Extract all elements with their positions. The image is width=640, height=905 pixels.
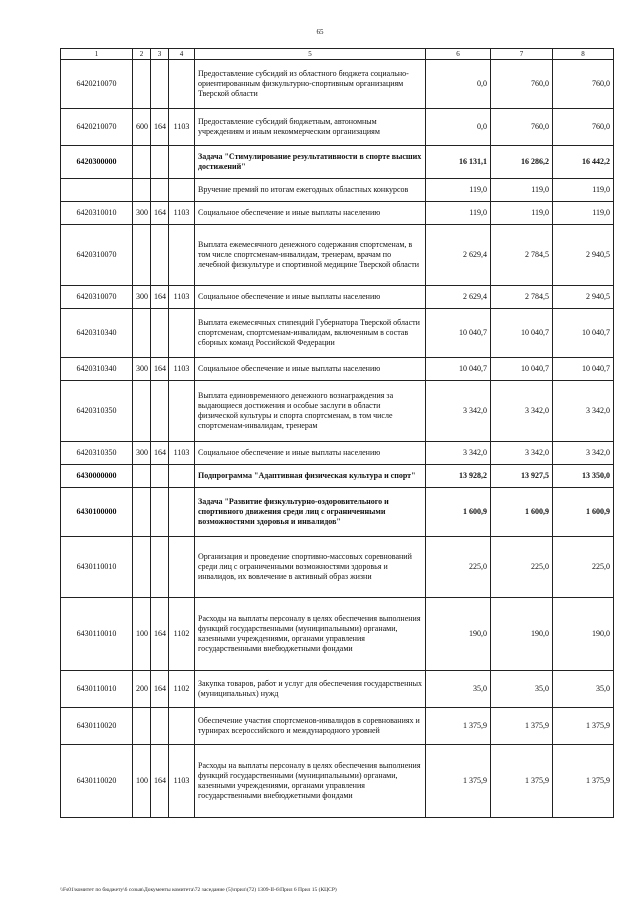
cell-c2 <box>133 309 151 358</box>
cell-code: 6420310070 <box>61 225 133 286</box>
cell-c3 <box>151 60 169 109</box>
cell-c2: 300 <box>133 286 151 309</box>
cell-code: 6420310070 <box>61 286 133 309</box>
cell-desc: Социальное обеспечение и иные выплаты населению <box>195 202 426 225</box>
cell-v6: 10 040,7 <box>426 309 491 358</box>
cell-v6: 3 342,0 <box>426 442 491 465</box>
cell-v8: 10 040,7 <box>553 309 614 358</box>
table-row <box>61 465 614 488</box>
cell-c2: 200 <box>133 671 151 708</box>
table-row <box>61 60 614 109</box>
cell-v7: 225,0 <box>491 537 553 598</box>
cell-desc: Закупка товаров, работ и услуг для обеспечения государственных (муниципальных) нужд <box>195 671 426 708</box>
cell-c3 <box>151 381 169 442</box>
cell-v7: 2 784,5 <box>491 286 553 309</box>
cell-v6: 10 040,7 <box>426 358 491 381</box>
cell-v6: 3 342,0 <box>426 381 491 442</box>
cell-code: 6430100000 <box>61 488 133 537</box>
table-row <box>61 358 614 381</box>
table-row <box>61 708 614 745</box>
cell-c4 <box>169 537 195 598</box>
cell-code: 6420310350 <box>61 442 133 465</box>
cell-v8: 760,0 <box>553 109 614 146</box>
cell-code: 6420310340 <box>61 309 133 358</box>
cell-code: 6420300000 <box>61 146 133 179</box>
cell-desc: Подпрограмма "Адаптивная физическая культура и спорт" <box>195 465 426 488</box>
header-col-5: 5 <box>195 49 426 60</box>
table-row <box>61 745 614 818</box>
cell-c4: 1103 <box>169 286 195 309</box>
cell-c3 <box>151 179 169 202</box>
cell-c2 <box>133 225 151 286</box>
cell-c2 <box>133 488 151 537</box>
cell-v7: 10 040,7 <box>491 309 553 358</box>
cell-code: 6420210070 <box>61 109 133 146</box>
cell-desc: Расходы на выплаты персоналу в целях обеспечения выполнения функций государственными (муниципальными) органами, казенными учреждениями, органами управления государственными внебюджетными фондами <box>195 745 426 818</box>
cell-code: 6430110010 <box>61 537 133 598</box>
cell-v8: 119,0 <box>553 202 614 225</box>
cell-v8: 16 442,2 <box>553 146 614 179</box>
table-row <box>61 671 614 708</box>
cell-c3: 164 <box>151 745 169 818</box>
cell-c2 <box>133 537 151 598</box>
cell-c3 <box>151 708 169 745</box>
table-row <box>61 537 614 598</box>
cell-v8: 1 375,9 <box>553 745 614 818</box>
cell-c3 <box>151 465 169 488</box>
cell-v6: 1 375,9 <box>426 708 491 745</box>
cell-v6: 1 375,9 <box>426 745 491 818</box>
cell-code: 6430000000 <box>61 465 133 488</box>
cell-v6: 119,0 <box>426 202 491 225</box>
table-row <box>61 109 614 146</box>
cell-desc: Предоставление субсидий из областного бюджета социально-ориентированным физкультурно-спортивным организациям Тверской области <box>195 60 426 109</box>
cell-code: 6430110010 <box>61 598 133 671</box>
cell-code: 6430110010 <box>61 671 133 708</box>
cell-c3 <box>151 146 169 179</box>
table-row <box>61 146 614 179</box>
table-row <box>61 225 614 286</box>
cell-code: 6420310350 <box>61 381 133 442</box>
cell-v6: 2 629,4 <box>426 286 491 309</box>
cell-c3: 164 <box>151 442 169 465</box>
cell-c2 <box>133 60 151 109</box>
cell-v7: 3 342,0 <box>491 381 553 442</box>
header-col-1: 1 <box>61 49 133 60</box>
cell-v7: 10 040,7 <box>491 358 553 381</box>
cell-v7: 13 927,5 <box>491 465 553 488</box>
cell-c3: 164 <box>151 671 169 708</box>
cell-c4 <box>169 60 195 109</box>
cell-c3: 164 <box>151 598 169 671</box>
cell-v8: 119,0 <box>553 179 614 202</box>
cell-v8: 13 350,0 <box>553 465 614 488</box>
cell-c4: 1103 <box>169 202 195 225</box>
cell-v7: 3 342,0 <box>491 442 553 465</box>
cell-v8: 1 600,9 <box>553 488 614 537</box>
cell-c4 <box>169 225 195 286</box>
cell-code: 6430110020 <box>61 745 133 818</box>
cell-c2: 300 <box>133 358 151 381</box>
cell-desc: Задача "Стимулирование результативности в спорте высших достижений" <box>195 146 426 179</box>
cell-desc: Предоставление субсидий бюджетным, автономным учреждениям и иным некоммерческим организациям <box>195 109 426 146</box>
table-body <box>61 60 614 818</box>
cell-c2 <box>133 381 151 442</box>
table-row <box>61 598 614 671</box>
table-row <box>61 309 614 358</box>
cell-desc: Выплата ежемесячных стипендий Губернатора Тверской области спортсменам, спортсменам-инвалидам, включенным в состав сборных команд Российской Федерации <box>195 309 426 358</box>
cell-desc: Выплата единовременного денежного вознаграждения за выдающиеся достижения и особые заслуги в области физической культуры и спорта спортсменам, в том числе спортсменам-инвалидам, тренерам <box>195 381 426 442</box>
cell-code: 6430110020 <box>61 708 133 745</box>
cell-c2 <box>133 146 151 179</box>
table-row <box>61 442 614 465</box>
cell-v8: 760,0 <box>553 60 614 109</box>
cell-v8: 3 342,0 <box>553 381 614 442</box>
cell-c4: 1103 <box>169 745 195 818</box>
cell-c3 <box>151 225 169 286</box>
cell-desc: Обеспечение участия спортсменов-инвалидов в соревнованиях и турнирах всероссийского и международного уровней <box>195 708 426 745</box>
cell-c3 <box>151 537 169 598</box>
header-col-4: 4 <box>169 49 195 60</box>
cell-c3: 164 <box>151 286 169 309</box>
cell-c4 <box>169 381 195 442</box>
cell-desc: Вручение премий по итогам ежегодных областных конкурсов <box>195 179 426 202</box>
cell-v8: 10 040,7 <box>553 358 614 381</box>
header-col-2: 2 <box>133 49 151 60</box>
cell-v6: 0,0 <box>426 109 491 146</box>
cell-c4: 1103 <box>169 358 195 381</box>
cell-v6: 225,0 <box>426 537 491 598</box>
cell-v6: 16 131,1 <box>426 146 491 179</box>
cell-v7: 1 375,9 <box>491 745 553 818</box>
cell-c4 <box>169 146 195 179</box>
cell-c4: 1102 <box>169 671 195 708</box>
cell-c2 <box>133 708 151 745</box>
cell-v8: 2 940,5 <box>553 286 614 309</box>
cell-c2: 100 <box>133 598 151 671</box>
cell-c4: 1102 <box>169 598 195 671</box>
cell-v7: 1 375,9 <box>491 708 553 745</box>
cell-v7: 2 784,5 <box>491 225 553 286</box>
cell-code: 6420310010 <box>61 202 133 225</box>
cell-v8: 1 375,9 <box>553 708 614 745</box>
cell-c2 <box>133 465 151 488</box>
header-col-6: 6 <box>426 49 491 60</box>
cell-v7: 119,0 <box>491 202 553 225</box>
cell-v6: 0,0 <box>426 60 491 109</box>
cell-desc: Выплата ежемесячного денежного содержания спортсменам, в том числе спортсменам-инвалидам, тренерам, врачам по лечебной физкультуре и спортивной медицине Тверской области <box>195 225 426 286</box>
cell-c2: 300 <box>133 202 151 225</box>
cell-v7: 119,0 <box>491 179 553 202</box>
cell-c2: 100 <box>133 745 151 818</box>
cell-c3 <box>151 488 169 537</box>
cell-v6: 13 928,2 <box>426 465 491 488</box>
cell-c4: 1103 <box>169 442 195 465</box>
cell-code: 6420210070 <box>61 60 133 109</box>
cell-v7: 35,0 <box>491 671 553 708</box>
cell-c3: 164 <box>151 109 169 146</box>
cell-v6: 1 600,9 <box>426 488 491 537</box>
cell-v8: 35,0 <box>553 671 614 708</box>
page-number: 65 <box>316 28 324 36</box>
cell-c4: 1103 <box>169 109 195 146</box>
cell-v7: 1 600,9 <box>491 488 553 537</box>
cell-code: 6420310340 <box>61 358 133 381</box>
cell-desc: Расходы на выплаты персоналу в целях обеспечения выполнения функций государственными (муниципальными) органами, казенными учреждениями, органами управления государственными внебюджетными фондами <box>195 598 426 671</box>
cell-v7: 760,0 <box>491 60 553 109</box>
cell-v8: 2 940,5 <box>553 225 614 286</box>
table-row <box>61 202 614 225</box>
cell-c4 <box>169 488 195 537</box>
cell-v7: 16 286,2 <box>491 146 553 179</box>
cell-c4 <box>169 465 195 488</box>
cell-c3 <box>151 309 169 358</box>
table-row <box>61 381 614 442</box>
budget-table <box>60 48 614 818</box>
table-header-row <box>61 49 614 60</box>
cell-v7: 760,0 <box>491 109 553 146</box>
header-col-3: 3 <box>151 49 169 60</box>
cell-desc: Социальное обеспечение и иные выплаты населению <box>195 358 426 381</box>
cell-c3: 164 <box>151 358 169 381</box>
cell-c3: 164 <box>151 202 169 225</box>
cell-code <box>61 179 133 202</box>
cell-c2 <box>133 179 151 202</box>
cell-c4 <box>169 179 195 202</box>
cell-v6: 35,0 <box>426 671 491 708</box>
header-col-8: 8 <box>553 49 614 60</box>
cell-c4 <box>169 309 195 358</box>
cell-v8: 190,0 <box>553 598 614 671</box>
cell-desc: Социальное обеспечение и иные выплаты населению <box>195 286 426 309</box>
cell-desc: Организация и проведение спортивно-массовых соревнований среди лиц с ограниченными возможностями здоровья и инвалидов, их вовлечение в активный образ жизни <box>195 537 426 598</box>
cell-v6: 119,0 <box>426 179 491 202</box>
cell-v8: 225,0 <box>553 537 614 598</box>
cell-c4 <box>169 708 195 745</box>
table-row <box>61 286 614 309</box>
cell-v8: 3 342,0 <box>553 442 614 465</box>
table-row <box>61 488 614 537</box>
cell-v6: 190,0 <box>426 598 491 671</box>
header-col-7: 7 <box>491 49 553 60</box>
cell-c2: 300 <box>133 442 151 465</box>
cell-desc: Социальное обеспечение и иные выплаты населению <box>195 442 426 465</box>
table-row <box>61 179 614 202</box>
cell-c2: 600 <box>133 109 151 146</box>
cell-v6: 2 629,4 <box>426 225 491 286</box>
file-path-footer: \\Fs01\комитет по бюджету\6 созыв\Документы комитета\72 заседание (5)\прил\(72) 1309-II-6\Прил 6 Прил 15 (КЦСР) <box>60 887 337 893</box>
cell-v7: 190,0 <box>491 598 553 671</box>
cell-desc: Задача "Развитие физкультурно-оздоровительного и спортивного движения среди лиц с ограниченными возможностями здоровья и инвалидов" <box>195 488 426 537</box>
